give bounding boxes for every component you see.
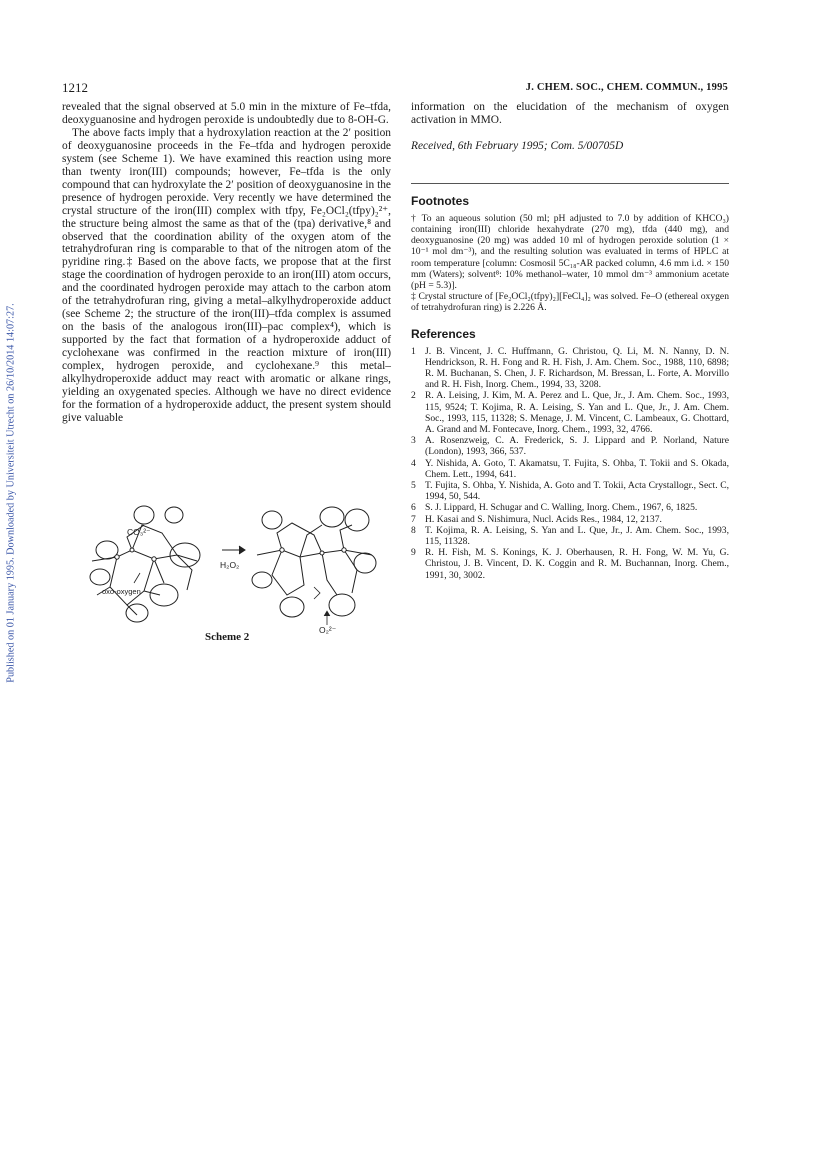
right-column [411,101,729,581]
reference-item [411,435,729,457]
reaction-arrow [222,546,245,554]
reference-item [411,480,729,502]
oxo-oxygen-label: oxo-oxygen [102,587,141,596]
h2o2-label: H₂O₂ [220,560,240,570]
reference-item [411,346,729,391]
reference-number: 5 [411,480,416,492]
reference-number: 6 [411,502,416,514]
co3-label: CO₃²⁻ [127,527,151,537]
footnote-item: ‡ Crystal structure of [Fe₂OCl₂(tfpy)₂][FeCl₄]₂ was solved. Fe–O (ethereal oxygen of tetrahydrofuran ring) is 2.226 Å. [411,291,729,314]
footnote-item: † To an aqueous solution (50 ml; pH adjusted to 7.0 by addition of KHCO₃) containing iron(III) chloride hexahydrate (270 mg), tfda (440 mg), and deoxyguanosine (20 mg) was added 10 ml of hydrogen peroxide solution (1 × 10⁻¹ mol dm⁻³), and the resulting solution was evaluated in terms of HPLC at room temperature [column: Cosmosil 5C₁₈-AR packed column, 4.6 mm i.d. × 150 mm (Waters); solvent⁸: 10% methanol–water, 10 mmol dm⁻³ ammonium acetate (pH = 5.3)]. [411,212,729,292]
reference-item [411,458,729,480]
reference-number: 3 [411,435,416,447]
reference-item [411,525,729,547]
reference-number: 9 [411,547,416,559]
reference-text: H. Kasai and S. Nishimura, Nucl. Acids Res., 1984, 12, 2137. [425,513,662,525]
reference-text: J. B. Vincent, J. C. Huffmann, G. Christou, Q. Li, M. N. Nanny, D. N. Hendrickson, R. H. Fong and R. H. Fish, J. Am. Chem. Soc., 1988, 110, 6898; R. M. Buchanan, S. Chen, J. F. Richardson, M. Bressan, L. Forte, A. Morvillo and R. H. Fish, Inorg. Chem., 1994, 33, 3208. [425,345,729,391]
reference-number: 2 [411,390,416,402]
reference-text: T. Kojima, R. A. Leising, S. Yan and L. Que, Jr., J. Am. Chem. Soc., 1993, 115, 11328. [425,524,729,548]
reference-text: A. Rosenzweig, C. A. Frederick, S. J. Lippard and P. Norland, Nature (London), 1993, 366, 537. [425,435,729,458]
reference-text: Y. Nishida, A. Goto, T. Akamatsu, T. Fujita, S. Ohba, T. Tokii and S. Okada, Chem. Lett., 1994, 641. [425,457,729,480]
reference-item [411,514,729,525]
body-paragraph: revealed that the signal observed at 5.0 min in the mixture of Fe–tfda, deoxyguanosine and hydrogen peroxide is undoubtedly due to 8-OH-G. [62,101,391,126]
body-paragraph: The above facts imply that a hydroxylation reaction at the 2′ position of deoxyguanosine proceeds in the Fe–tfda and hydrogen peroxide system (see Scheme 1). We have examined this reaction using more than twenty iron(III) compounds; however, Fe–tfda is the only compound that can hydroxylate the 2′ position of deoxyguanosine in the presence of hydrogen peroxide. Very recently we have determined the crystal structure of the iron(III) complex with tfpy, Fe₂OCl₂(tfpy)₂²⁺, the structure being almost the same as that of the (tpa) derivative,⁸ and observed that the coordination ability of the oxygen atom of the tetrahydrofuran ring is comparable to that of the nitrogen atom of the pyridine ring.‡ Based on the above facts, we propose that at the first stage the coordination of hydrogen peroxide to an iron(III) atom occurs, and the coordinated hydrogen peroxide may attach to the carbon atom of the tetrahydrofuran ring, giving a metal–alkylhydroperoxide adduct (see Scheme 2; the structure of the iron(III)–tfda complex is assumed on the basis of the analogous iron(III)–pac complex⁴), which is supported by the fact that formation of a hydroperoxide adduct of cyclohexane was confirmed in the reaction mixture of iron(III) complex, hydrogen peroxide, and cyclohexane.⁹ this metal–alkylhydroperoxide adduct may react with aromatic or alkane rings, yielding an oxygenated species. Although we have no direct evidence for the formation of a hydroperoxide adduct, the present system should give valuable [62,126,391,424]
reference-number: 4 [411,457,416,469]
reference-number: 1 [411,345,416,357]
left-column [62,101,391,425]
download-note-text: Published on 01 January 1995. Downloaded by Universiteit Utrecht on 26/10/2014 14:07:27. [5,302,17,683]
reference-number: 7 [411,513,416,525]
reference-text: T. Fujita, S. Ohba, Y. Nishida, A. Goto and T. Tokii, Acta Crystallogr., Sect. C, 1994, 50, 544. [425,480,729,503]
footnotes-heading: Footnotes [411,193,469,208]
left-complex-drawing [90,506,200,622]
scheme-caption: Scheme 2 [205,631,250,643]
scheme-2-structures [82,495,392,635]
right-complex-drawing [252,507,376,625]
journal-running-head: J. CHEM. SOC., CHEM. COMMUN., 1995 [525,82,728,93]
body-paragraph: information on the elucidation of the mechanism of oxygen activation in MMO. [411,101,729,126]
o2-label: O₂²⁻ [319,625,337,635]
page-number: 1212 [62,80,88,95]
reference-list [411,346,729,581]
reference-item [411,547,729,581]
received-line: Received, 6th February 1995; Com. 5/00705D [411,139,624,152]
reference-text: S. J. Lippard, H. Schugar and C. Walling, Inorg. Chem., 1967, 6, 1825. [425,502,698,514]
reference-number: 8 [411,524,416,536]
reference-text: R. H. Fish, M. S. Konings, K. J. Oberhausen, R. H. Fong, W. M. Yu, G. Christou, J. B. Vincent, D. K. Coggin and R. M. Buchannan, Inorg. Chem., 1991, 30, 3002. [425,547,729,581]
reference-item [411,390,729,435]
section-divider [411,183,729,184]
download-watermark [4,295,18,690]
reference-text: R. A. Leising, J. Kim, M. A. Perez and L. Que, Jr., J. Am. Chem. Soc., 1993, 115, 9524; T. Kojima, R. A. Leising, S. Yan and L. Que, Jr., J. Am. Chem. Soc., 1993, 115, 11328; S. Menage, J. M. Vincent, C. Lambeaux, G. Chottard, A. Grand and M. Fontecave, Inorg. Chem., 1993, 32, 4766. [425,390,729,436]
references-heading: References [411,326,476,341]
reference-item [411,502,729,513]
